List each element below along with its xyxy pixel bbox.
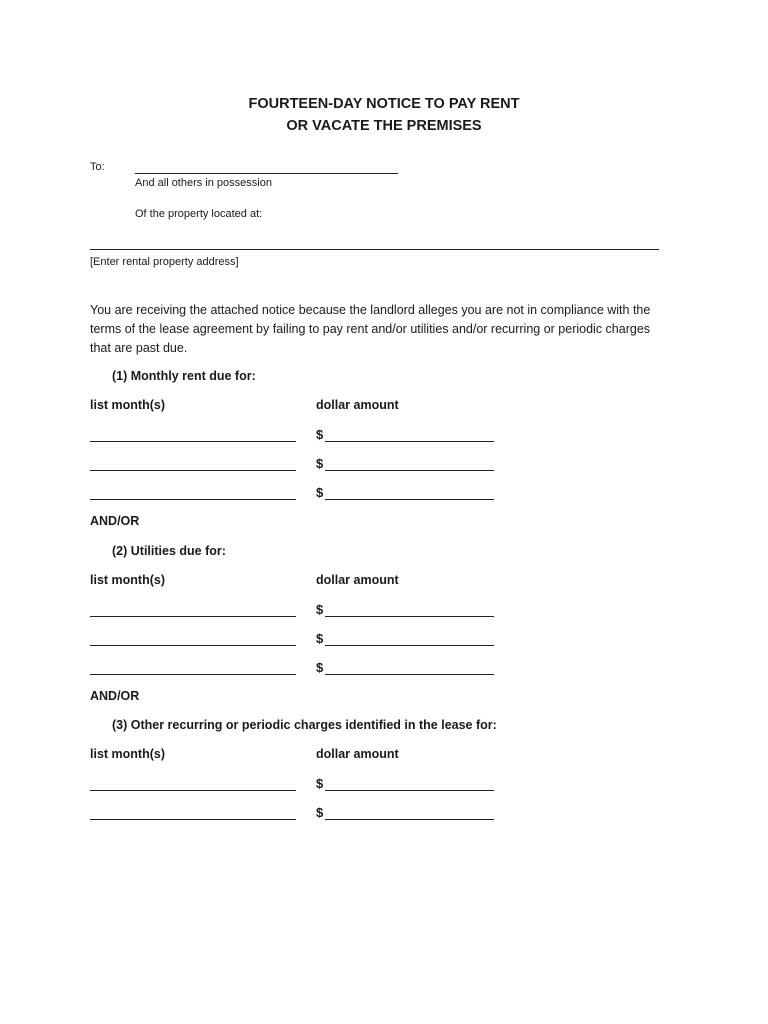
possession-caption: And all others in possession (135, 177, 272, 189)
dollar-sign: $ (316, 485, 324, 500)
section-1-amount-field-1[interactable] (325, 441, 494, 442)
section-2-month-field-3[interactable] (90, 674, 296, 675)
property-label: Of the property located at: (135, 208, 263, 220)
to-label: To: (90, 161, 105, 173)
dollar-sign: $ (316, 602, 324, 617)
section-2-month-field-1[interactable] (90, 616, 296, 617)
section-1-month-field-2[interactable] (90, 470, 296, 471)
section-1-amount-header: dollar amount (316, 398, 399, 412)
section-1-heading: (1) Monthly rent due for: (112, 369, 256, 383)
section-2-amount-field-1[interactable] (325, 616, 494, 617)
dollar-sign: $ (316, 660, 324, 675)
section-3-month-field-2[interactable] (90, 819, 296, 820)
section-2-amount-field-3[interactable] (325, 674, 494, 675)
section-2-heading: (2) Utilities due for: (112, 544, 226, 558)
recipient-name-line[interactable] (135, 173, 398, 174)
property-address-line[interactable] (90, 249, 659, 250)
title-line-1: FOURTEEN-DAY NOTICE TO PAY RENT (248, 96, 520, 112)
section-3-amount-header: dollar amount (316, 747, 399, 761)
section-2-month-field-2[interactable] (90, 645, 296, 646)
dollar-sign: $ (316, 805, 324, 820)
section-1-month-header: list month(s) (90, 398, 165, 412)
intro-text-line-3: that are past due. (90, 341, 188, 355)
section-3-heading: (3) Other recurring or periodic charges identified in the lease for: (112, 718, 497, 732)
dollar-sign: $ (316, 456, 324, 471)
intro-text-line-2: terms of the lease agreement by failing to pay rent and/or utilities and/or recurring or periodic charges (90, 322, 651, 336)
and-or-2: AND/OR (90, 689, 140, 703)
title-line-2: OR VACATE THE PREMISES (286, 118, 482, 134)
dollar-sign: $ (316, 631, 324, 646)
section-1-month-field-3[interactable] (90, 499, 296, 500)
section-3-amount-field-1[interactable] (325, 790, 494, 791)
dollar-sign: $ (316, 427, 324, 442)
section-1-month-field-1[interactable] (90, 441, 296, 442)
address-caption: [Enter rental property address] (90, 256, 239, 268)
intro-text-line-1: You are receiving the attached notice because the landlord alleges you are not in compliance with the (90, 303, 651, 317)
section-1-amount-field-2[interactable] (325, 470, 494, 471)
section-3-amount-field-2[interactable] (325, 819, 494, 820)
section-3-month-header: list month(s) (90, 747, 165, 761)
dollar-sign: $ (316, 776, 324, 791)
section-2-amount-header: dollar amount (316, 573, 399, 587)
section-3-month-field-1[interactable] (90, 790, 296, 791)
and-or-1: AND/OR (90, 514, 140, 528)
section-2-amount-field-2[interactable] (325, 645, 494, 646)
section-2-month-header: list month(s) (90, 573, 165, 587)
section-1-amount-field-3[interactable] (325, 499, 494, 500)
